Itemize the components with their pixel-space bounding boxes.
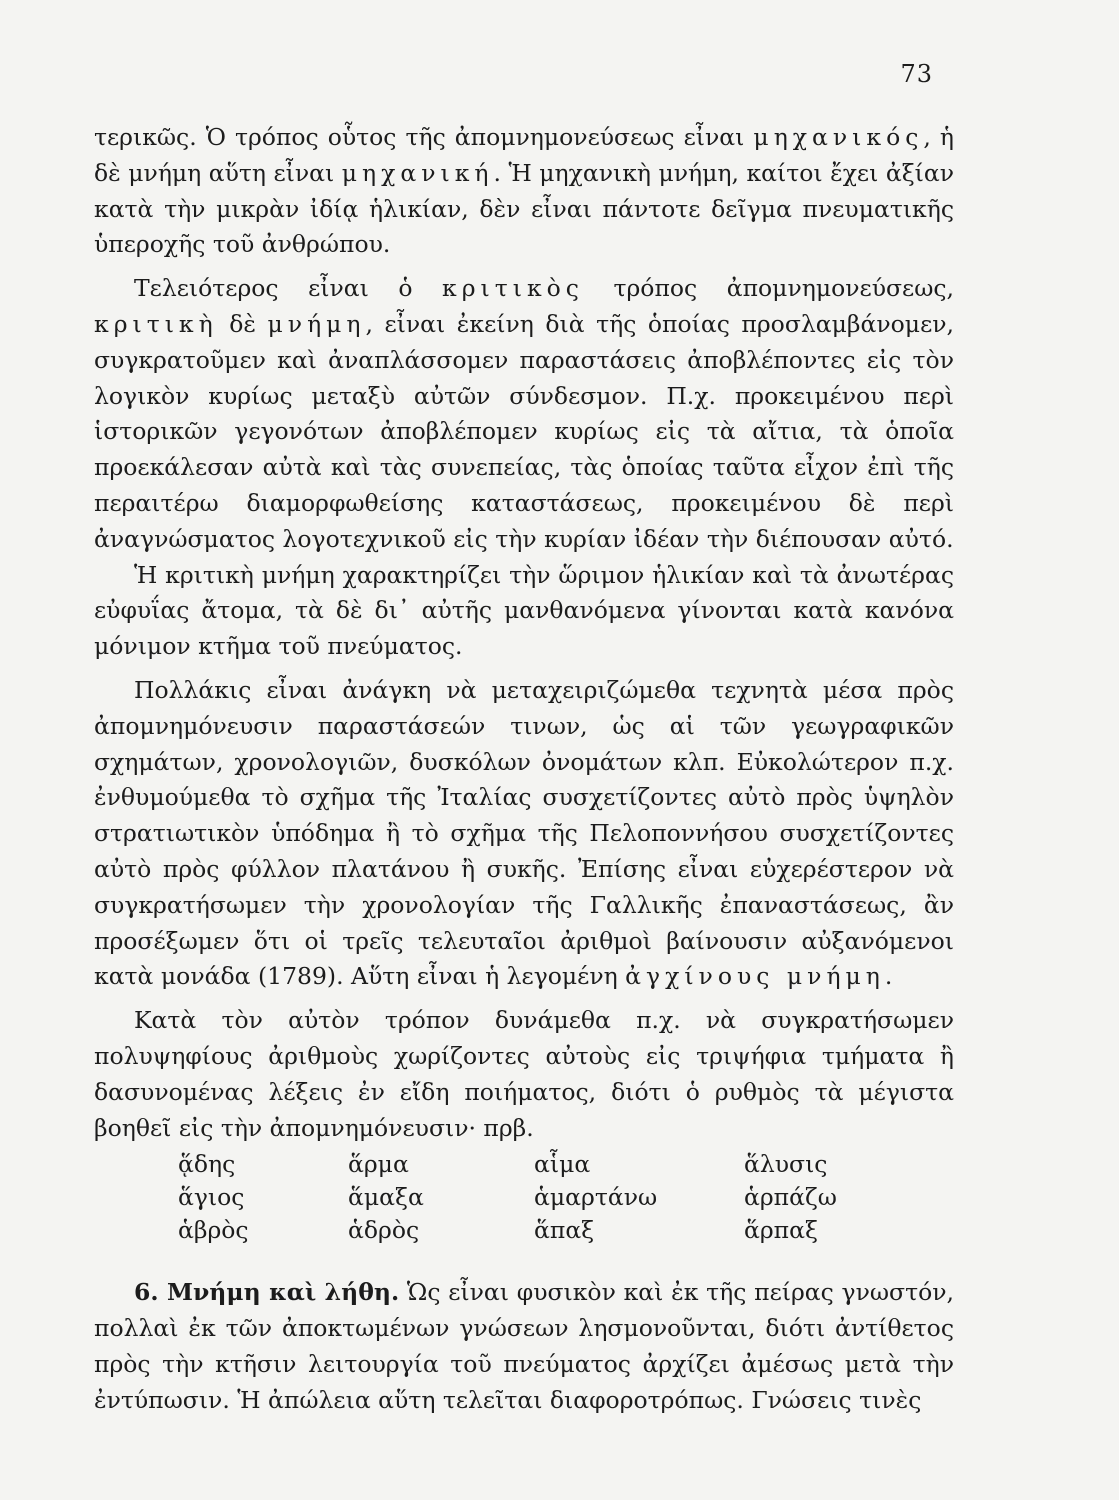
text-run: Πολλάκις εἶναι ἀνάγκη νὰ μεταχειριζώμεθα τεχνητὰ μέσα πρὸς ἀπομνημόνευσιν παραστάσεών τινων, ὡς αἱ τῶν γεωγραφικῶν σχημάτων, χρονολογιῶν, δυσκόλων ὀνομάτων κλπ. Εὐκολώτερον π.χ. ἐνθυμούμεθα τὸ σχῆμα τῆς Ἰταλίας συσχετίζοντες αὐτὸ πρὸς ὑψηλὸν στρατιωτικὸν ὑπόδημα ἢ τὸ σχῆμα τῆς Πελοποννήσου συσχετίζοντες αὐτὸ πρὸς φύλλον πλατάνου ἢ συκῆς. Ἐπίσης εἶναι εὐχερέστερον νὰ συγκρατήσωμεν τὴν χρονολογίαν τῆς Γαλλικῆς ἐπαναστάσεως, ἂν προσέξωμεν ὅτι οἱ τρεῖς τελευταῖοι ἀριθμοὶ βαίνουσιν αὐξανόμενοι κατὰ μονάδα (1789). Αὕτη εἶναι ἡ λεγομένη <box>94 675 954 991</box>
text-run: , εἶναι ἐκείνη διὰ τῆς ὁποίας προσλαμβάνομεν, συγκρατοῦμεν καὶ ἀναπλάσσομεν παραστάσεις ἀποβλέποντες εἰς τὸν λογικὸν κυρίως μεταξὺ αὐτῶν σύνδεσμον. Π.χ. προκειμένου περὶ ἱστορικῶν γεγονότων ἀποβλέπομεν κυρίως εἰς τὰ αἴτια, τὰ ὁποῖα προεκάλεσαν αὐτὰ καὶ τὰς συνεπείας, τὰς ὁποίας ταῦτα εἶχον ἐπὶ τῆς περαιτέρω διαμορφωθείσης καταστάσεως, προκειμένου δὲ περὶ ἀναγνώσματος λογοτεχνικοῦ εἰς τὴν κυρίαν ἰδέαν τὴν διέπουσαν αὐτό. <box>94 309 954 553</box>
text-run: , ἡ δὲ μνήμη αὕτη εἶναι <box>94 123 954 187</box>
paragraph <box>94 271 954 557</box>
example-word: ἁρπάζω <box>744 1183 837 1212</box>
paragraph <box>94 1003 954 1146</box>
text-run: Τελειότερος εἶναι ὁ <box>134 274 443 303</box>
example-word: ἅμαξα <box>348 1183 424 1212</box>
section-paragraph <box>94 1275 954 1418</box>
example-words-table <box>178 1148 954 1247</box>
text-run: τρόπος ἀπομνημονεύσεως, <box>583 274 954 303</box>
emphasis-spaced: κριτικὸς <box>442 274 584 303</box>
text-run: δὲ <box>217 309 268 338</box>
emphasis-spaced: μνήμη <box>267 309 366 338</box>
text-run: Κατὰ τὸν αὐτὸν τρόπον δυνάμεθα π.χ. νὰ συγκρατήσωμεν πολυψηφίους ἀριθμοὺς χωρίζοντες αὐτοὺς εἰς τριψήφια τμήματα ἢ δασυνομένας λέξεις ἐν εἴδη ποιήματος, διότι ὁ ρυθμὸς τὰ μέγιστα βοηθεῖ εἰς τὴν ἀπομνημόνευσιν· πρβ. <box>94 1006 954 1142</box>
paragraph <box>94 558 954 665</box>
emphasis-spaced: μηχανική <box>341 158 494 187</box>
example-word: ἅπαξ <box>534 1216 595 1245</box>
example-word: ἅγιος <box>178 1183 245 1212</box>
example-word: ἁδρὸς <box>348 1216 420 1245</box>
text-run: . Ἡ μηχανικὴ μνήμη, καίτοι ἔχει ἀξίαν κατὰ τὴν μικρὰν ἰδίᾳ ἡλικίαν, δὲν εἶναι πάντοτε δεῖγμα πνευματικῆς ὑπεροχῆς τοῦ ἀνθρώπου. <box>94 158 955 259</box>
paragraph <box>94 120 954 263</box>
example-word: αἷμα <box>534 1150 591 1179</box>
text-run: . <box>884 962 893 991</box>
text-run: Ἡ κριτικὴ μνήμη χαρακτηρίζει τὴν ὥριμον ἡλικίαν καὶ τὰ ἀνωτέρας εὐφυΐας ἄτομα, τὰ δὲ δι᾽ αὐτῆς μανθανόμενα γίνονται κατὰ κανόνα μόνιμον κτῆμα τοῦ πνεύματος. <box>94 560 954 661</box>
page-number: 73 <box>900 60 933 88</box>
text-run: Ὡς εἶναι φυσικὸν καὶ ἐκ τῆς πείρας γνωστόν, πολλαὶ ἐκ τῶν ἀποκτωμένων γνώσεων λησμονοῦνται, διότι ἀντίθετος πρὸς τὴν κτῆσιν λειτουργία τοῦ πνεύματος ἀρχίζει ἀμέσως μετὰ τὴν ἐντύπωσιν. Ἡ ἀπώλεια αὕτη τελεῖται διαφοροτρόπως. Γνώσεις τινὲς <box>94 1278 954 1414</box>
text-run: τερικῶς. Ὁ τρόπος οὗτος τῆς ἀπομνημονεύσεως εἶναι <box>94 123 754 151</box>
example-word: ἅρπαξ <box>744 1216 818 1245</box>
example-word: ᾅδης <box>178 1150 236 1179</box>
example-word: ἁβρὸς <box>178 1216 249 1245</box>
body-text <box>94 120 954 1419</box>
section-title: 6. Μνήμη καὶ λήθη. <box>134 1278 400 1307</box>
example-word: ἅρμα <box>348 1150 409 1179</box>
example-word: ἁμαρτάνω <box>534 1183 658 1212</box>
example-word: ἅλυσις <box>744 1150 828 1179</box>
emphasis-spaced: μηχανικός <box>753 123 924 151</box>
paragraph <box>94 673 954 995</box>
emphasis-spaced: ἀγχίνους μνήμη <box>625 962 885 991</box>
emphasis-spaced: κριτικὴ <box>94 309 218 338</box>
